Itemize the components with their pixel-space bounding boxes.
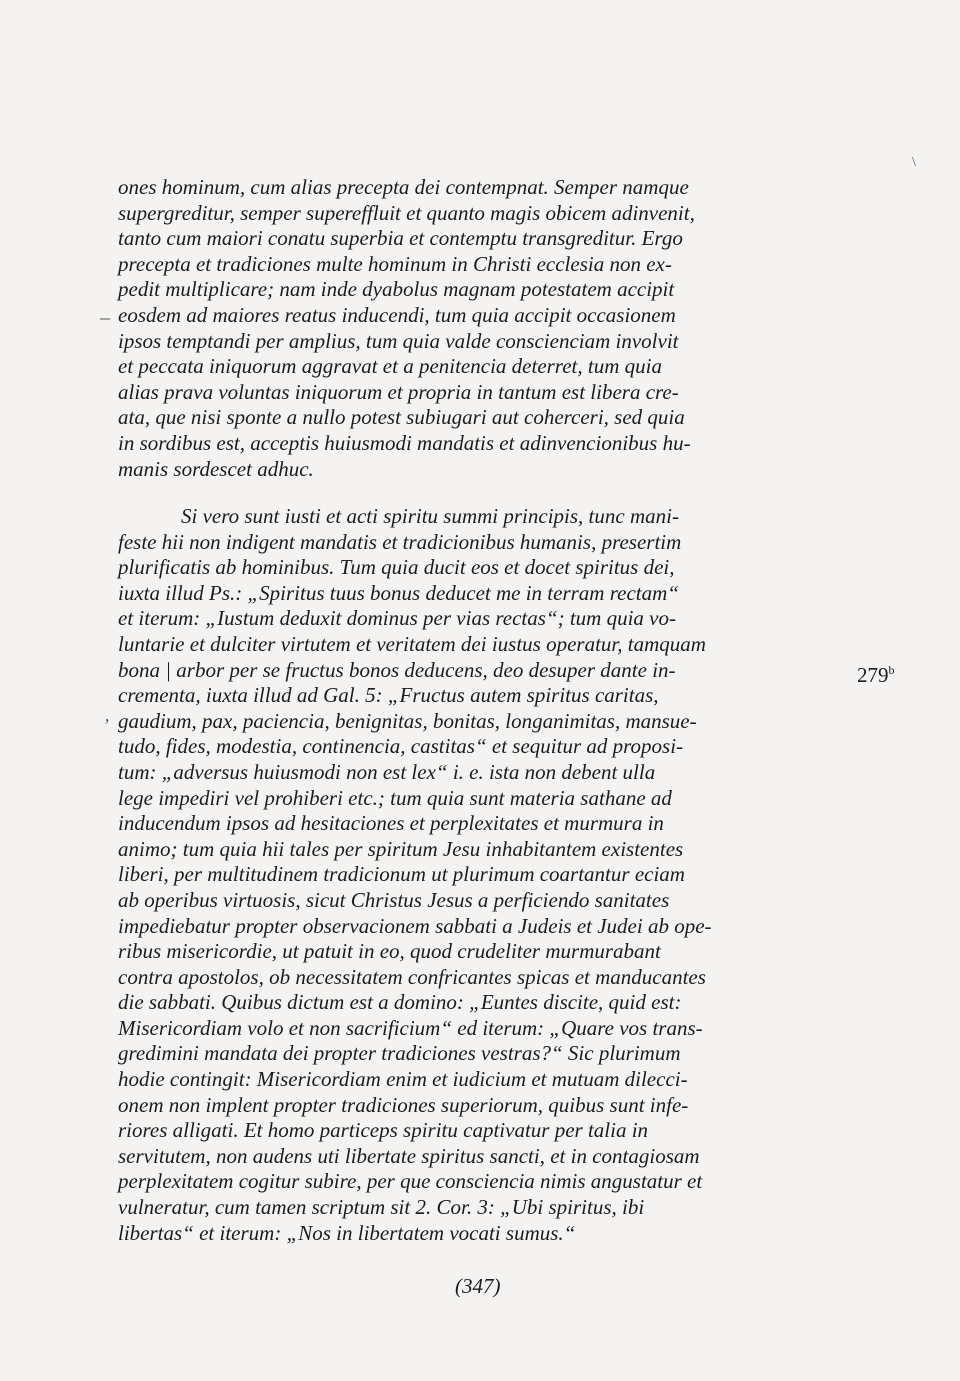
text-line: animo; tum quia hii tales per spiritum Jesu inhabitantem existentes xyxy=(118,836,684,861)
text-line: die sabbati. Quibus dictum est a domino: „Euntes discite, quid est: xyxy=(118,990,682,1015)
text-line: feste hii non indigent mandatis et tradicionibus humanis, presertim xyxy=(118,529,682,554)
text-line: lege impediri vel prohiberi etc.; tum quia sunt materia sathane ad xyxy=(118,785,672,810)
top-right-stray-mark: \ xyxy=(912,155,916,170)
text-line: ata, que nisi sponte a nullo potest subiugari aut coherceri, sed quia xyxy=(118,405,685,430)
text-line: libertas“ et iterum: „Nos in libertatem vocati sumus.“ xyxy=(118,1220,576,1245)
text-line: ipsos temptandi per amplius, tum quia valde conscienciam involvit xyxy=(118,328,679,353)
text-line: tudo, fides, modestia, continencia, castitas“ et sequitur ad proposi- xyxy=(118,734,684,759)
folio-margin-note xyxy=(857,658,895,689)
text-line: riores alligati. Et homo particeps spiritu captivatur per talia in xyxy=(118,1118,649,1143)
text-line: vulneratur, cum tamen scriptum sit 2. Cor. 3: „Ubi spiritus, ibi xyxy=(118,1195,645,1220)
text-line: pedit multiplicare; nam inde dyabolus magnam potestatem accipit xyxy=(118,277,675,302)
text-line: liberi, per multitudinem tradicionum ut plurimum coartantur eciam xyxy=(118,862,685,887)
text-line: luntarie et dulciter virtutem et veritatem dei iustus operatur, tamquam xyxy=(118,631,706,656)
text-line: Si vero sunt iusti et acti spiritu summi principis, tunc mani- xyxy=(181,504,679,528)
text-line: in sordibus est, acceptis huiusmodi mandatis et adinvencionibus hu- xyxy=(118,430,691,455)
text-line: manis sordescet adhuc. xyxy=(118,456,314,481)
paragraph-1 xyxy=(118,175,853,482)
text-line: ones hominum, cum alias precepta dei contempnat. Semper namque xyxy=(118,175,689,199)
text-line: ribus misericordie, ut patuit in eo, quod crudeliter murmurabant xyxy=(118,939,661,964)
text-line: plurificatis ab hominibus. Tum quia ducit eos et docet spiritus dei, xyxy=(118,555,675,580)
text-line: tum: „adversus huiusmodi non est lex“ i. e. ista non debent ulla xyxy=(118,759,656,784)
left-margin-dash: _ xyxy=(100,300,110,322)
text-line: impediebatur propter observacionem sabbati a Judeis et Judei ab ope- xyxy=(118,913,712,938)
page-number: (347) xyxy=(455,1274,501,1298)
text-line: supergreditur, semper supereffluit et quanto magis obicem adinvenit, xyxy=(118,200,695,225)
text-line: onem non implent propter tradiciones superiorum, quibus sunt infe- xyxy=(118,1092,689,1117)
text-line: hodie contingit: Misericordiam enim et iudicium et mutuam dilecci- xyxy=(118,1067,688,1092)
text-line: iuxta illud Ps.: „Spiritus tuus bonus deducet me in terram rectam“ xyxy=(118,580,679,605)
text-line: crementa, iuxta illud ad Gal. 5: „Fructus autem spiritus caritas, xyxy=(118,683,659,708)
text-line: Misericordiam volo et non sacrificium“ ed iterum: „Quare vos trans- xyxy=(118,1015,703,1040)
folio-number: 279 xyxy=(857,663,889,687)
text-line: et peccata iniquorum aggravat et a penitencia deterret, tum quia xyxy=(118,354,662,379)
left-margin-bullet: ‚ xyxy=(104,705,110,725)
text-line: perplexitatem cogitur subire, per que consciencia nimis angustatur et xyxy=(118,1169,703,1194)
text-line: contra apostolos, ob necessitatem confricantes spicas et manducantes xyxy=(118,964,706,989)
folio-side: b xyxy=(888,663,895,677)
text-line: servitutem, non audens uti libertate spiritus sancti, et in contagiosam xyxy=(118,1143,700,1168)
text-line: et iterum: „Iustum deduxit dominus per vias rectas“; tum quia vo- xyxy=(118,606,676,631)
text-line: eosdem ad maiores reatus inducendi, tum quia accipit occasionem xyxy=(118,302,676,327)
text-line: bona | arbor per se fructus bonos deducens, deo desuper dante in- xyxy=(118,657,676,682)
text-line: tanto cum maiori conatu superbia et contemptu transgreditur. Ergo xyxy=(118,226,683,251)
text-line: inducendum ipsos ad hesitaciones et perplexitates et murmura in xyxy=(118,811,664,836)
text-line: gaudium, pax, paciencia, benignitas, bonitas, longanimitas, mansue- xyxy=(118,708,697,733)
text-line: precepta et tradiciones multe hominum in Christi ecclesia non ex- xyxy=(118,251,672,276)
text-line: alias prava voluntas iniquorum et propria in tantum est libera cre- xyxy=(118,379,679,404)
paragraph-2 xyxy=(118,504,853,1246)
text-line: gredimini mandata dei propter tradiciones vestras?“ Sic plurimum xyxy=(118,1041,681,1066)
text-line: ab operibus virtuosis, sicut Christus Jesus a perficiendo sanitates xyxy=(118,887,670,912)
